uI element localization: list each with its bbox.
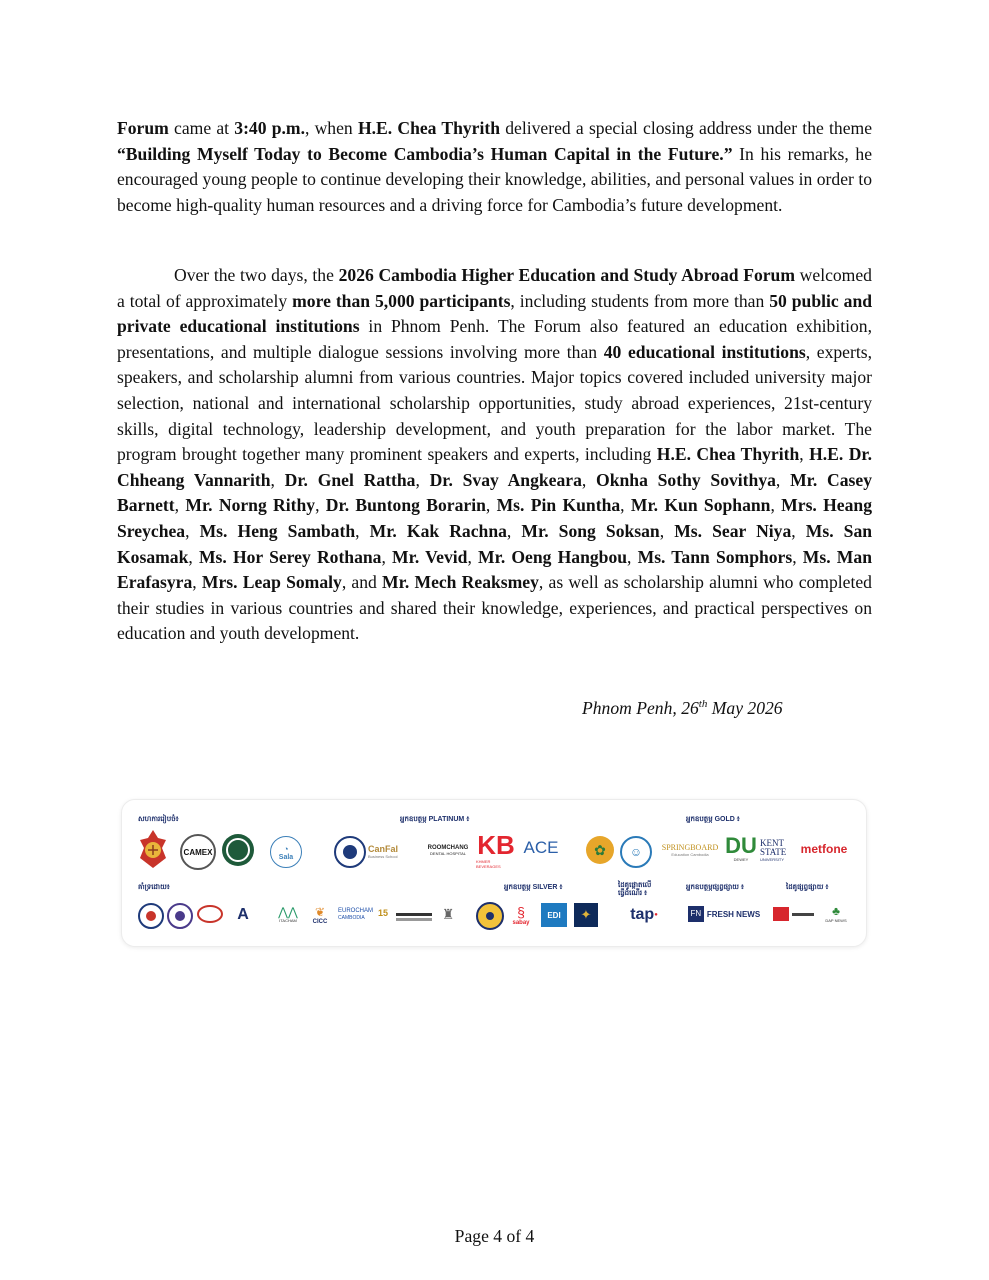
text-span: May 2026: [707, 697, 783, 718]
text-bold: “Building Myself Today to Become Cambodia’s Human Capital in the Future.”: [117, 143, 733, 164]
speaker-separator: ,: [627, 546, 638, 567]
eurocham-logo-text: EUROCHAM: [338, 907, 374, 914]
speaker-name: Mr. Mech Reaksmey: [382, 572, 539, 593]
partners-label: គាំទ្រដោយ៖: [138, 884, 170, 891]
sabay-logo: § sabay: [512, 904, 530, 926]
speaker-separator: ,: [770, 495, 782, 516]
speaker-separator: ,: [174, 495, 186, 516]
speaker-name: Dr. Buntong Borarin: [325, 495, 486, 516]
dewey-logo: [726, 832, 756, 864]
gold-sponsors-label: អ្នកឧបត្ថម្ភ GOLD ៖: [686, 816, 740, 823]
kb-logo-subtext: KHMER BEVERAGES: [476, 859, 501, 869]
tap-logo-text: tap: [630, 906, 655, 923]
silver-sponsor-v-logo: ✦: [574, 903, 598, 927]
ace-logo: [520, 836, 562, 860]
speaker-name: Ms. Man Erafasyra: [117, 546, 872, 593]
speaker-name: Ms. Sear Niya: [674, 520, 792, 541]
text-span: In his remarks, he encouraged young people to continue developing their knowledge, abilities, and personal values in order to become high-quality human resources and a driving force for Cambodia’s future development.: [117, 143, 872, 215]
speaker-name: Mrs. Heang Sreychea: [117, 495, 872, 541]
platinum-sponsors-label: អ្នកឧបត្ថម្ភ PLATINUM ៖: [400, 816, 470, 823]
speaker-separator: ,: [581, 469, 597, 490]
partner-logo-4: A: [237, 906, 249, 923]
eurocham-anniversary-badge: [376, 904, 390, 922]
speaker-name: H.E. Dr. Chheang Vannarith: [117, 444, 873, 490]
speaker-name: Mr. Casey Barnett: [117, 469, 872, 516]
media-partners-label: ដៃគូផ្សព្វផ្សាយ ៖: [786, 884, 829, 891]
ministry-emblem-logo: [136, 828, 170, 870]
canfal-logo-subtext: Business School: [368, 853, 398, 859]
speaker-separator: ,: [506, 520, 522, 541]
text-span: came at: [168, 118, 235, 138]
dap-news-logo: ♣ DAP NEWS: [825, 903, 847, 923]
speaker-separator: ,: [659, 520, 675, 541]
text-span: in Phnom Penh. The Forum also featured an education exhibition, presentations, and multiple dialogue sessions involving more than: [117, 316, 873, 362]
itacham-logo-text: ITACHAM: [279, 917, 297, 923]
sala-logo-text: Sala: [278, 853, 294, 861]
text-span: , when: [304, 118, 358, 138]
speaker-name: Mr. Vevid: [392, 546, 468, 567]
speaker-name: Ms. Heng Sambath: [199, 520, 356, 541]
speaker-name: Mrs. Leap Somaly: [201, 572, 342, 593]
speaker-name: Oknha Sothy Sovithya: [596, 469, 776, 490]
organizers-label: សហការរៀបចំ៖: [138, 816, 179, 823]
speaker-separator: ,: [799, 444, 810, 465]
text-bold: 3:40 p.m.: [234, 118, 305, 138]
embassy-emblem-logo: ♜: [441, 905, 455, 922]
silver-sponsor-seal-logo: [476, 902, 504, 930]
dap-news-logo-text: DAP NEWS: [825, 917, 847, 923]
signature-place-date: [582, 692, 783, 720]
speaker-separator: ,: [381, 546, 393, 567]
speaker-separator: ,: [315, 495, 326, 516]
speaker-separator: ,: [270, 469, 285, 490]
cicc-logo-text: CICC: [312, 919, 328, 925]
speaker-name: H.E. Chea Thyrith: [656, 444, 800, 465]
speaker-separator: ,: [355, 520, 370, 541]
roomchang-logo-text: ROOMCHANG: [427, 844, 469, 851]
text-bold: more than 5,000 participants: [292, 290, 511, 311]
speaker-separator: ,: [485, 495, 497, 516]
speaker-separator: ,: [467, 546, 479, 567]
travel-partner-label-line1: ដៃគូផ្តោតលើ: [618, 882, 652, 889]
speaker-name: Ms. San Kosamak: [117, 520, 873, 567]
travel-partner-label-line2: ធ្វើដំណើរ ៖: [618, 890, 648, 897]
text-bold: 50 public and private educational institutions: [117, 290, 873, 337]
speaker-name: Mr. Norng Rithy: [185, 495, 316, 516]
roomchang-logo-subtext: DENTAL HOSPITAL: [430, 850, 466, 856]
springboard-logo-subtext: Education Cambodia: [671, 852, 709, 857]
text-bold: 40 educational institutions: [603, 341, 806, 362]
text-span: , experts, speakers, and scholarship alumni from various countries. Major topics covered included university major selection, national and international scholarship opportunities, study abroad experiences, 21st-century skills, digital technology, leadership development, and youth preparation for the labor market. The program brought together many prominent speakers and experts, including: [117, 341, 872, 465]
partner-seal-logo-2: [167, 903, 193, 929]
cicc-logo: ❦ CICC: [312, 905, 328, 925]
speaker-separator: , and: [341, 572, 383, 593]
paragraph-closing-address: [117, 116, 872, 218]
eurocham-logo-subtext: CAMBODIA: [338, 914, 365, 921]
speaker-separator: ,: [791, 520, 806, 541]
eurocham-number: 15: [377, 908, 388, 918]
partner-seal-logo-1: [138, 903, 164, 929]
speaker-separator: ,: [792, 546, 803, 567]
metfone-logo-text: metfone: [800, 842, 848, 856]
sponsor-banner: [121, 799, 867, 947]
speaker-name: Mr. Song Soksan: [521, 520, 660, 541]
gold-sponsor-seal-logo: ☺: [620, 836, 652, 868]
text-span: , including students from more than: [510, 290, 770, 311]
text-span: , as well as scholarship alumni who completed their studies in various countries and shared their knowledge, experiences, and practical perspectives on education and youth development.: [117, 572, 872, 644]
du-logo-text: DU: [725, 832, 757, 858]
camex-logo: [180, 834, 216, 870]
speaker-separator: ,: [188, 546, 199, 567]
university-seal-logo: [334, 836, 366, 868]
text-span: delivered a special closing address under the theme: [500, 118, 873, 138]
gold-sponsor-emblem-logo: ✿: [586, 836, 614, 864]
fresh-news-logo-text: FRESH NEWS: [706, 909, 761, 919]
canfal-logo: [368, 840, 418, 862]
speaker-separator: ,: [185, 520, 200, 541]
itacham-logo: ⋀⋀ ITACHAM: [278, 904, 298, 923]
kent-logo-subtext: UNIVERSITY: [760, 856, 785, 862]
roomchang-logo: [424, 838, 472, 862]
speaker-name: Mr. Kun Sophann: [630, 495, 771, 516]
camex-logo-text: CAMEX: [183, 847, 213, 857]
partner-logo-khmer-text: [394, 904, 434, 924]
tap-logo: tap ●: [630, 906, 658, 923]
ace-logo-text: ACE: [523, 838, 559, 857]
text-bold: H.E. Chea Thyrith: [357, 118, 501, 138]
speaker-list: [117, 444, 872, 592]
speaker-name: Mr. Oeng Hangbou: [478, 546, 628, 567]
khmer-beverages-logo: [476, 830, 516, 870]
speaker-name: Dr. Svay Angkeara: [429, 469, 582, 490]
paragraph-forum-summary: [117, 263, 872, 647]
silver-sponsors-label: អ្នកឧបត្ថម្ភ SILVER ៖: [504, 884, 563, 891]
springboard-logo-text: SPRINGBOARD: [661, 843, 719, 852]
springboard-logo: [657, 838, 723, 862]
du-logo-subtext: DEWEY: [733, 856, 749, 862]
page-number: Page 4 of 4: [454, 1226, 535, 1246]
travel-partner-label: [618, 882, 651, 898]
text-bold: 2026 Cambodia Higher Education and Study Abroad Forum: [338, 265, 795, 285]
kent-logo-text-2: STATE: [760, 846, 787, 857]
sabay-logo-text: sabay: [512, 920, 530, 926]
text-span: Over the two days, the: [174, 265, 339, 285]
speaker-name: Ms. Pin Kuntha: [496, 495, 621, 516]
speaker-name: Ms. Hor Serey Rothana: [198, 546, 382, 567]
text-span: Phnom Penh, 26: [582, 697, 699, 718]
kb-logo-text: KB: [477, 830, 515, 860]
metfone-logo: [796, 840, 852, 858]
date-suffix: th: [698, 698, 708, 710]
text-span: welcomed a total of approximately: [117, 265, 872, 311]
media-partner-logo-red: [770, 904, 816, 924]
sala-logo: ◔ Sala: [270, 836, 302, 868]
speaker-name: Mr. Kak Rachna: [369, 520, 507, 541]
speaker-name: Ms. Tann Somphors: [637, 546, 793, 567]
speaker-separator: ,: [415, 469, 430, 490]
speaker-separator: ,: [192, 572, 202, 593]
edi-logo-text: EDI: [547, 910, 561, 920]
kent-logo-text: KENT: [760, 837, 784, 848]
speaker-separator: ,: [775, 469, 791, 490]
text-bold: Forum: [117, 118, 169, 138]
canfal-logo-text: CanFal: [368, 843, 399, 854]
speaker-separator: ,: [620, 495, 631, 516]
fresh-news-logo: FN FRESH NEWS: [684, 904, 764, 924]
edi-logo: [541, 903, 567, 927]
media-sponsors-label: អ្នកឧបត្ថម្ភផ្សព្វផ្សាយ ៖: [686, 884, 744, 891]
institution-seal-logo: [222, 834, 254, 866]
partner-logo-3: [196, 904, 224, 924]
kent-state-logo: [760, 836, 792, 864]
speaker-name: Dr. Gnel Rattha: [284, 469, 416, 490]
